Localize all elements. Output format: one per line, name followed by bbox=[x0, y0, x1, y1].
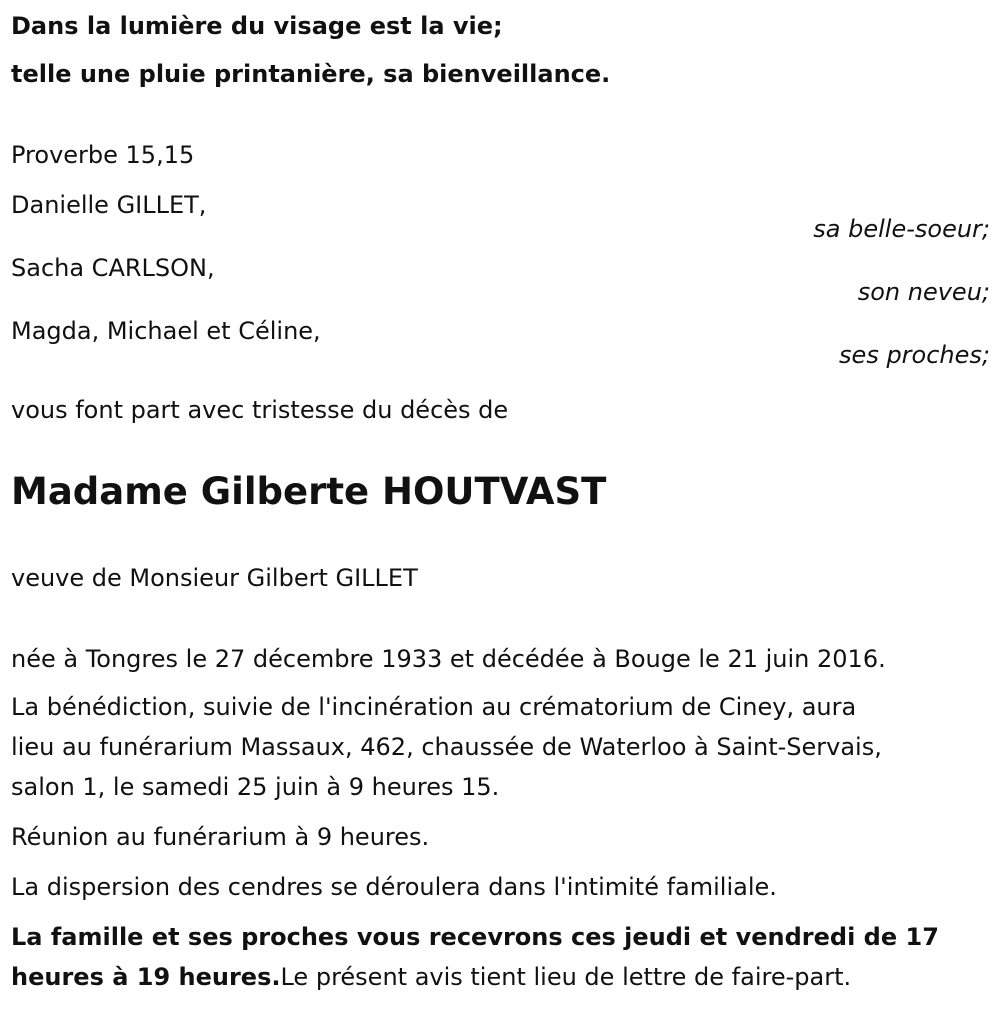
verse-line-1: Dans la lumière du visage est la vie; bbox=[11, 12, 503, 40]
visiting-line-2 bbox=[11, 962, 851, 992]
verse-line-2: telle une pluie printanière, sa bienveillance. bbox=[11, 60, 611, 88]
family-member-name: Magda, Michael et Céline, bbox=[11, 317, 321, 345]
family-member-name: Sacha CARLSON, bbox=[11, 254, 215, 282]
family-member-name: Danielle GILLET, bbox=[11, 191, 207, 219]
family-member-relation: son neveu; bbox=[857, 278, 990, 306]
birth-death-dates: née à Tongres le 27 décembre 1933 et décédée à Bouge le 21 juin 2016. bbox=[11, 645, 886, 673]
family-member-relation: sa belle-soeur; bbox=[813, 215, 990, 243]
verse-reference: Proverbe 15,15 bbox=[11, 141, 195, 169]
ceremony-line-3: salon 1, le samedi 25 juin à 9 heures 15. bbox=[11, 773, 500, 801]
ashes-info: La dispersion des cendres se déroulera dans l'intimité familiale. bbox=[11, 873, 777, 901]
deceased-name: Madame Gilberte HOUTVAST bbox=[11, 470, 607, 513]
announcement-text: vous font part avec tristesse du décès de bbox=[11, 396, 509, 424]
family-member-relation: ses proches; bbox=[839, 341, 990, 369]
closing-note: Le présent avis tient lieu de lettre de faire-part. bbox=[280, 963, 852, 991]
visiting-line-1: La famille et ses proches vous recevrons ces jeudi et vendredi de 17 bbox=[11, 923, 939, 951]
ceremony-line-1: La bénédiction, suivie de l'incinération au crématorium de Ciney, aura bbox=[11, 693, 857, 721]
widow-of-text: veuve de Monsieur Gilbert GILLET bbox=[11, 564, 418, 592]
ceremony-line-2: lieu au funérarium Massaux, 462, chaussée de Waterloo à Saint-Servais, bbox=[11, 733, 882, 761]
meeting-info: Réunion au funérarium à 9 heures. bbox=[11, 823, 430, 851]
visiting-hours: heures à 19 heures. bbox=[11, 963, 281, 991]
